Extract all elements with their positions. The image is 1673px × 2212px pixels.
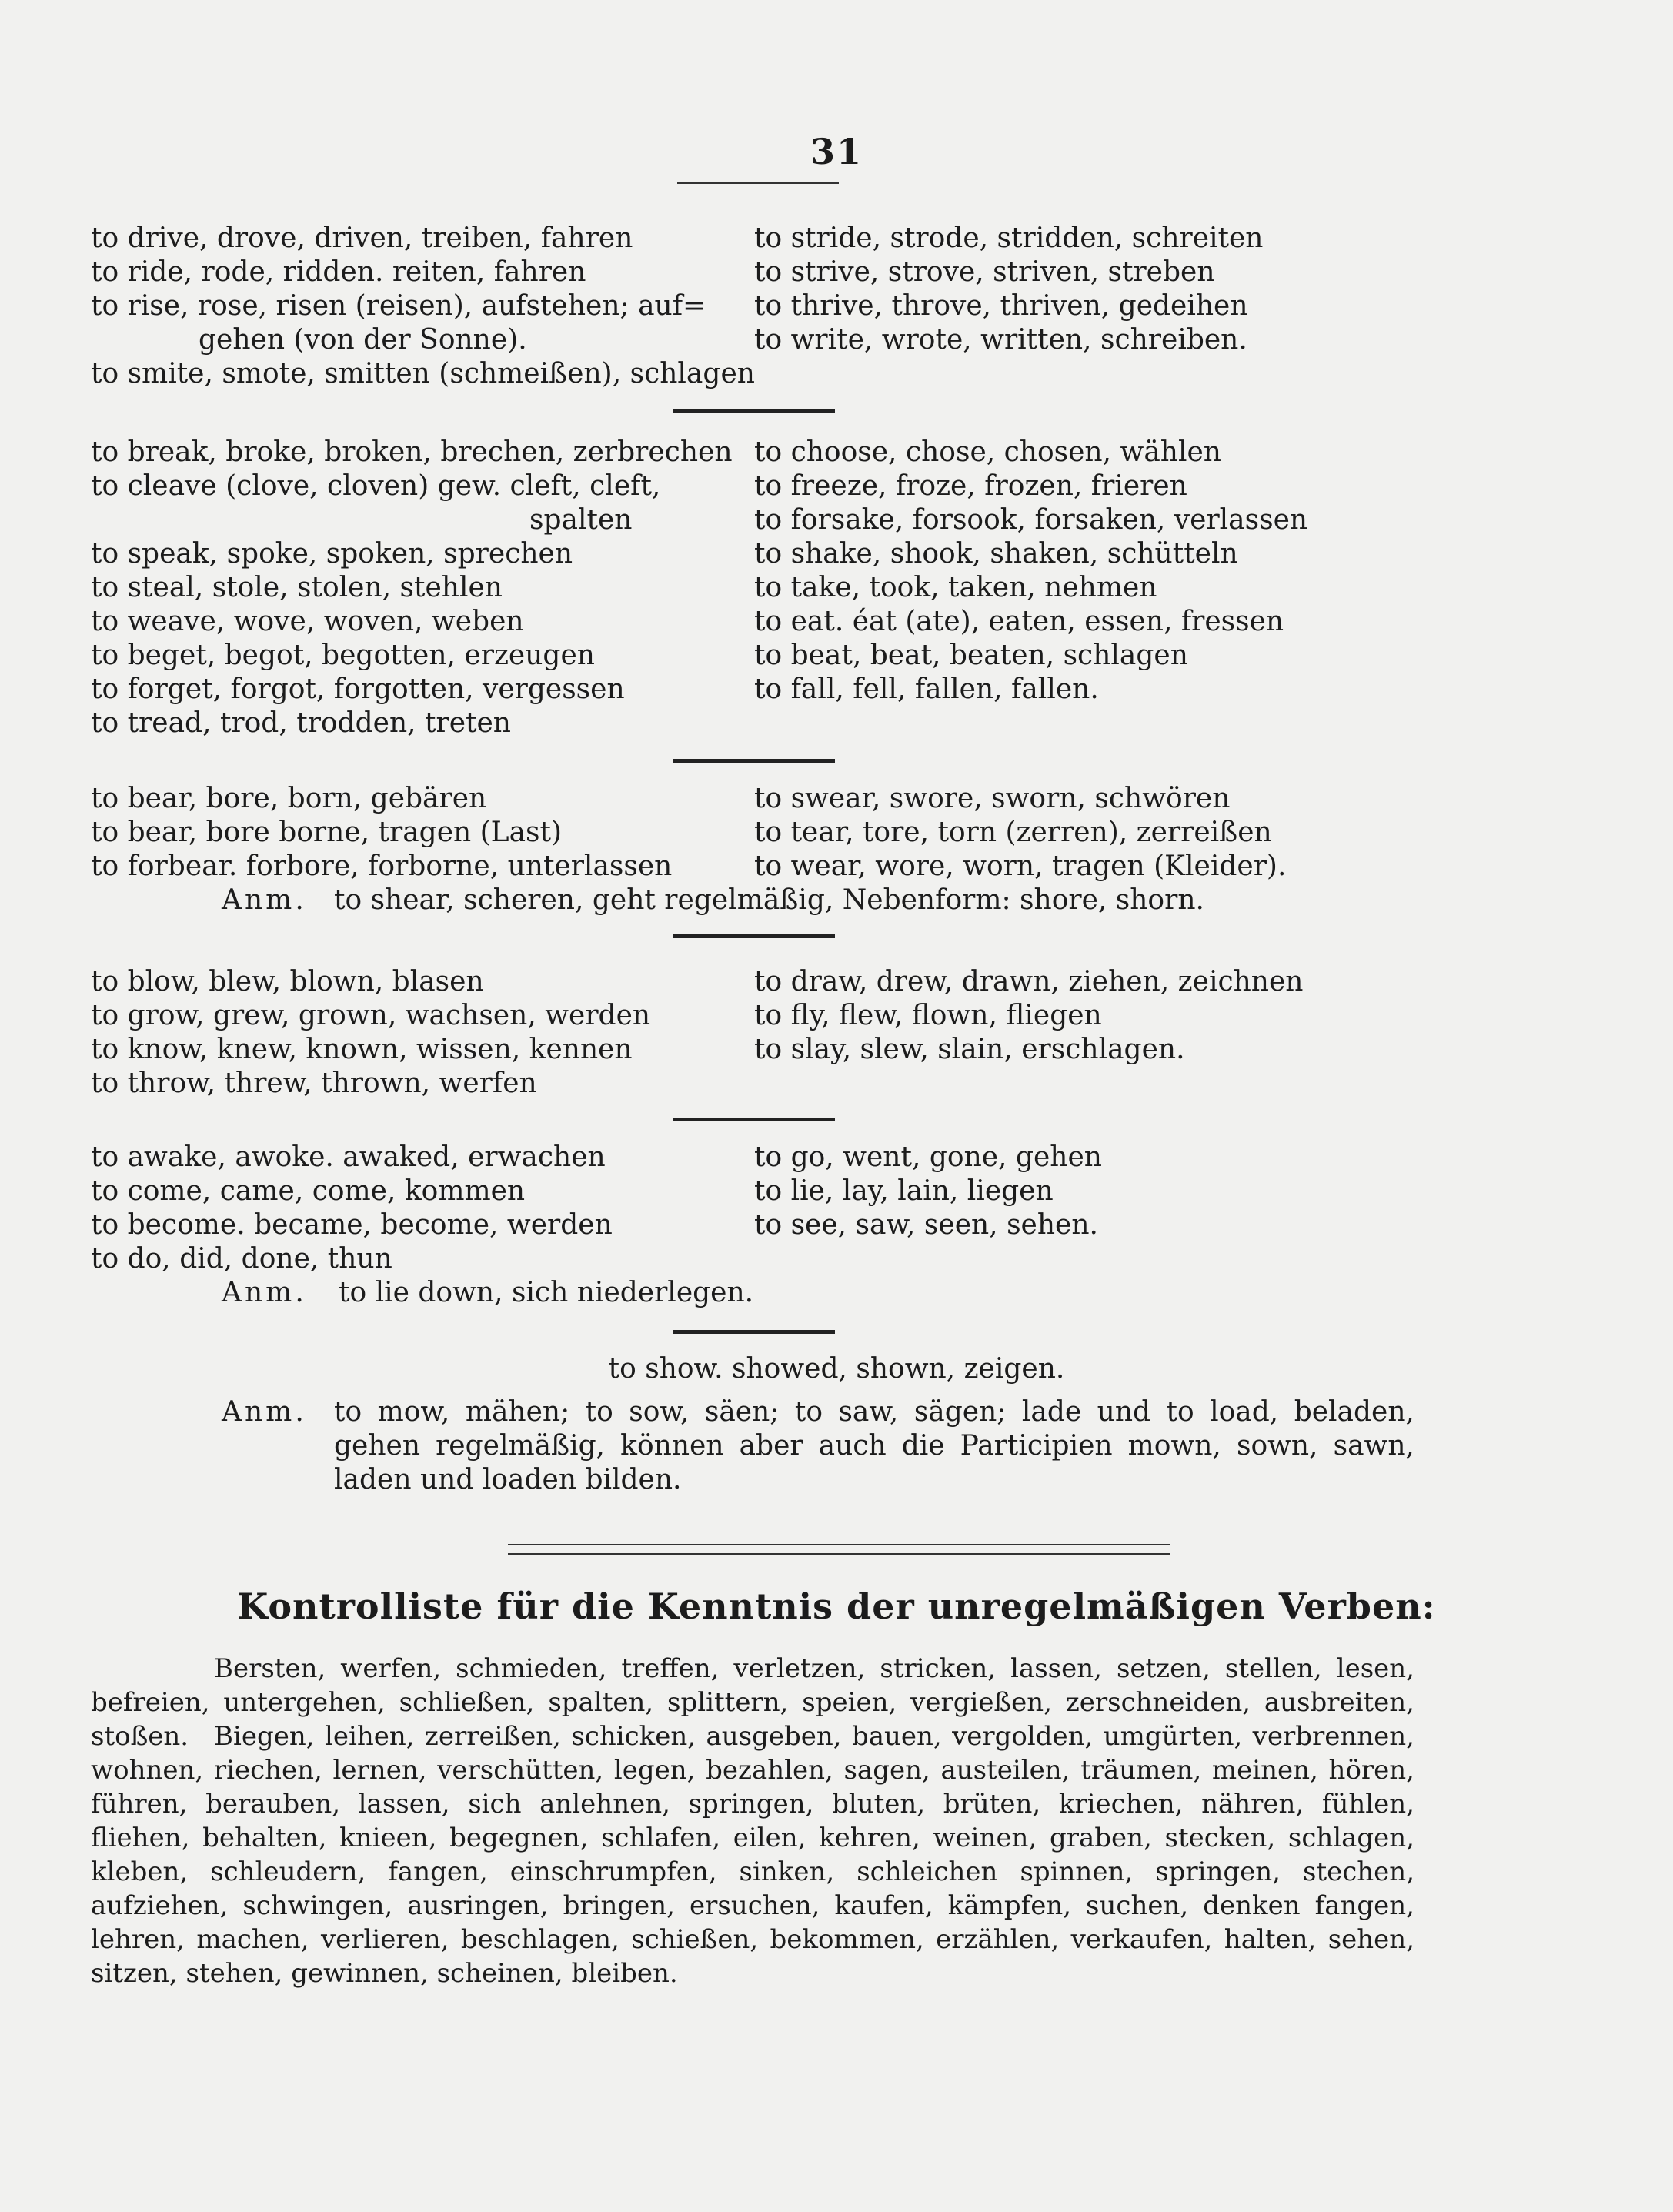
verb-entry: to forbear. forbore, forborne, unterlassen <box>91 850 673 882</box>
verb-entry: to lie, lay, lain, liegen <box>754 1175 1054 1207</box>
verb-entry: to eat. éat (ate), eaten, essen, fressen <box>754 606 1284 637</box>
verb-entry-centered: to show. showed, shown, zeigen. <box>608 1353 1065 1385</box>
section-heading: Kontrolliste für die Kenntnis der unregelmäßigen Verben: <box>237 1585 1436 1627</box>
annotation <box>91 884 1414 917</box>
verb-entry: to fall, fell, fallen, fallen. <box>754 673 1099 705</box>
paragraph-text: Bersten, werfen, schmieden, treffen, verletzen, stricken, lassen, setzen, stellen, lesen, befreien, untergehen, schließen, spalten, splittern, speien, vergießen, zerschneiden, ausbreiten, stoßen. <box>91 1653 1414 1752</box>
section-divider <box>673 409 835 413</box>
verb-row <box>91 999 1414 1033</box>
annotation-label: Anm. <box>222 1277 307 1308</box>
verb-entry-continuation: gehen (von der Sonne). <box>199 324 527 356</box>
verb-entry: to smite, smote, smitten (schmeißen), schlagen <box>91 358 755 389</box>
verb-entry: to ride, rode, ridden. reiten, fahren <box>91 256 586 288</box>
verb-entry: to stride, strode, stridden, schreiten <box>754 222 1264 254</box>
verb-entry: to freeze, froze, frozen, frieren <box>754 470 1187 502</box>
verb-entry: to steal, stole, stolen, stehlen <box>91 572 503 603</box>
annotation-label: Anm. <box>222 1396 307 1428</box>
annotation-label: Anm. <box>222 884 307 916</box>
verb-entry: to bear, bore, born, gebären <box>91 783 487 814</box>
verb-entry: to tear, tore, torn (zerren), zerreißen <box>754 817 1272 848</box>
verb-entry: to forsake, forsook, forsaken, verlassen <box>754 504 1308 536</box>
verb-entry: to strive, strove, striven, streben <box>754 256 1215 288</box>
verb-entry: to wear, wore, worn, tragen (Kleider). <box>754 850 1287 882</box>
annotation-text: to mow, mähen; to sow, säen; to saw, sägen; lade und to load, beladen, gehen regelmäßig, können aber auch die Participien mown, sown, sawn, laden und loaden bilden. <box>334 1396 1414 1495</box>
verb-entry: to go, went, gone, gehen <box>754 1141 1102 1173</box>
verb-entry: to slay, slew, slain, erschlagen. <box>754 1034 1185 1065</box>
verb-entry: to weave, wove, woven, weben <box>91 606 524 637</box>
verb-row <box>91 639 1414 673</box>
verb-entry: to shake, shook, shaken, schütteln <box>754 538 1238 570</box>
verb-row <box>91 1242 1414 1276</box>
verb-row <box>91 673 1414 707</box>
section-divider <box>673 1118 835 1121</box>
verb-row <box>91 707 1414 740</box>
double-rule <box>508 1544 1170 1555</box>
verb-entry: to tread, trod, trodden, treten <box>91 707 511 739</box>
verb-entry: to take, took, taken, nehmen <box>754 572 1157 603</box>
verb-group-1 <box>91 222 1414 391</box>
verb-entry-continuation: spalten <box>529 504 633 536</box>
verb-entry: to throw, threw, thrown, werfen <box>91 1068 537 1099</box>
section-divider <box>673 1330 835 1334</box>
verb-entry: to cleave (clove, cloven) gew. cleft, cleft, <box>91 470 661 502</box>
section-divider <box>673 934 835 938</box>
verb-entry: to speak, spoke, spoken, sprechen <box>91 538 573 570</box>
verb-row <box>91 605 1414 639</box>
paragraph-text: Biegen, leihen, zerreißen, schicken, ausgeben, bauen, vergolden, umgürten, verbrennen, wohnen, riechen, lernen, verschütten, legen, bezahlen, sagen, austeilen, träumen, meinen, hören, führen, berauben, lassen, sich anlehnen, springen, bluten, brüten, kriechen, nähren, fühlen, fliehen, behalten, knieen, begegnen, schlafen, eilen, kehren, weinen, graben, stecken, schlagen, kleben, schleudern, fangen, einschrumpfen, sinken, schleichen spinnen, springen, stechen, aufziehen, schwingen, ausringen, bringen, ersuchen, kaufen, kämpfen, suchen, denken fangen, lehren, machen, verlieren, beschlagen, schießen, bekommen, erzählen, verkaufen, halten, sehen, sitzen, stehen, gewinnen, scheinen, bleiben. <box>91 1721 1414 1989</box>
verb-group-5 <box>91 1141 1414 1310</box>
verb-row <box>91 469 1414 503</box>
verb-row <box>91 571 1414 605</box>
verb-row <box>91 323 1414 357</box>
annotation-text: to shear, scheren, geht regelmäßig, Nebenform: shore, shorn. <box>334 884 1204 916</box>
verb-entry: to write, wrote, written, schreiben. <box>754 324 1247 356</box>
verb-row <box>91 357 1414 391</box>
verb-entry: to do, did, done, thun <box>91 1243 392 1275</box>
verb-entry: to see, saw, seen, sehen. <box>754 1209 1098 1241</box>
header-rule <box>677 182 839 184</box>
verb-row <box>91 289 1414 323</box>
verb-row <box>91 1208 1414 1242</box>
verb-row <box>91 1141 1414 1174</box>
verb-entry: to know, knew, known, wissen, kennen <box>91 1034 633 1065</box>
verb-entry: to grow, grew, grown, wachsen, werden <box>91 1000 651 1031</box>
verb-row <box>91 256 1414 289</box>
annotation <box>91 1276 1414 1310</box>
verb-group-4 <box>91 965 1414 1101</box>
verb-entry: to forget, forgot, forgotten, vergessen <box>91 673 625 705</box>
verb-entry: to rise, rose, risen (reisen), aufstehen; auf= <box>91 290 706 322</box>
annotation-text: to lie down, sich niederlegen. <box>339 1277 754 1308</box>
verb-entry: to swear, swore, sworn, schwören <box>754 783 1231 814</box>
verb-entry: to bear, bore borne, tragen (Last) <box>91 817 563 848</box>
verb-entry: to come, came, come, kommen <box>91 1175 526 1207</box>
verb-group-2 <box>91 436 1414 740</box>
verb-row <box>91 850 1414 884</box>
verb-entry: to blow, blew, blown, blasen <box>91 966 484 997</box>
verb-row <box>91 1174 1414 1208</box>
section-divider <box>673 759 835 763</box>
verb-entry: to become. became, become, werden <box>91 1209 613 1241</box>
verb-row <box>91 436 1414 469</box>
verb-entry: to draw, drew, drawn, ziehen, zeichnen <box>754 966 1304 997</box>
verb-row <box>91 965 1414 999</box>
verb-row <box>91 782 1414 816</box>
paragraph <box>91 1719 1414 1990</box>
verb-row <box>91 222 1414 256</box>
verb-row <box>91 816 1414 850</box>
verb-entry: to fly, flew, flown, fliegen <box>754 1000 1102 1031</box>
verb-entry: to thrive, throve, thriven, gedeihen <box>754 290 1248 322</box>
verb-entry: to beget, begot, begotten, erzeugen <box>91 640 595 671</box>
page-number: 31 <box>810 131 863 172</box>
verb-group-3 <box>91 782 1414 917</box>
verb-entry: to awake, awoke. awaked, erwachen <box>91 1141 606 1173</box>
verb-entry: to choose, chose, chosen, wählen <box>754 436 1221 468</box>
verb-row <box>91 1067 1414 1101</box>
verb-entry: to beat, beat, beaten, schlagen <box>754 640 1188 671</box>
verb-row <box>91 503 1414 537</box>
verb-entry: to break, broke, broken, brechen, zerbrechen <box>91 436 733 468</box>
verb-row <box>91 537 1414 571</box>
verb-entry: to drive, drove, driven, treiben, fahren <box>91 222 633 254</box>
verb-row <box>91 1033 1414 1067</box>
